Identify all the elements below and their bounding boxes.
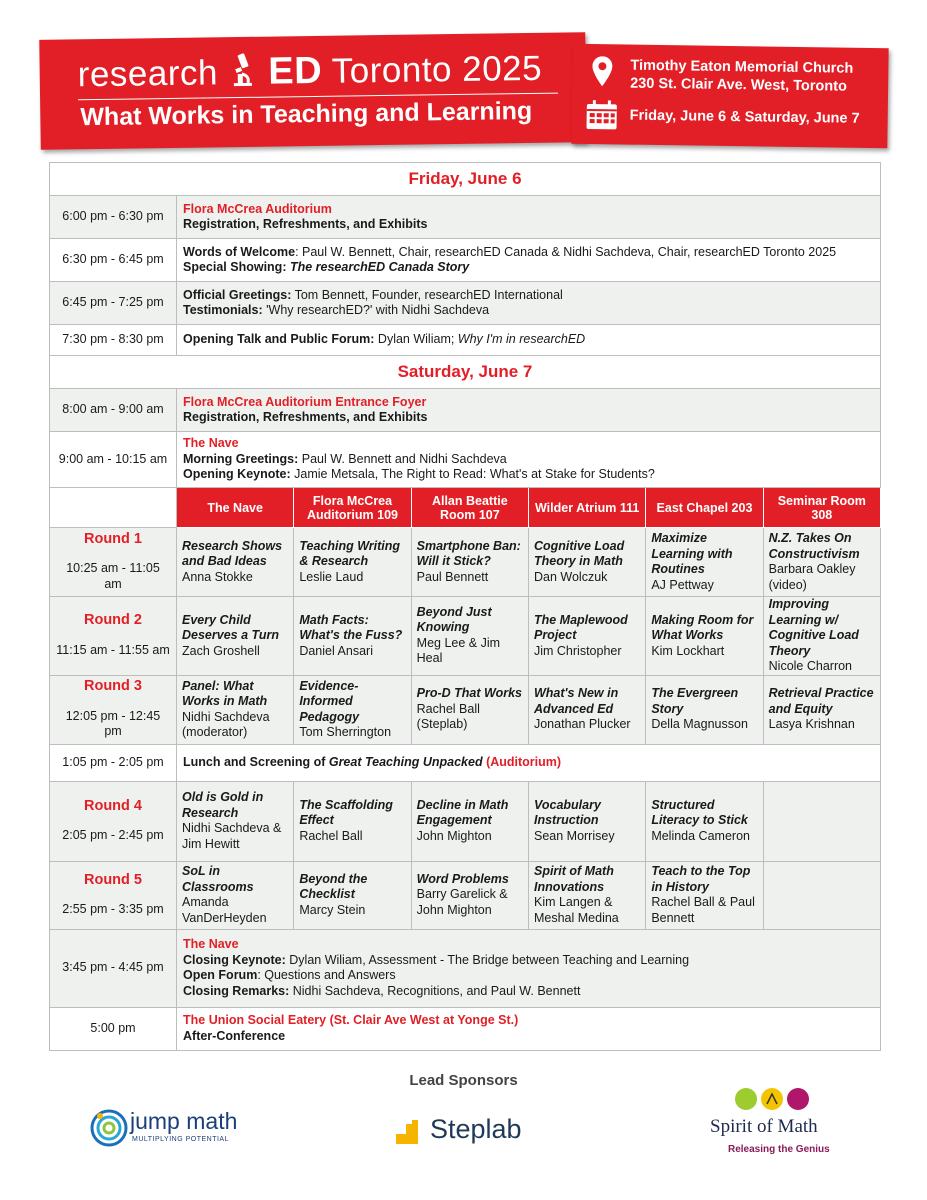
round-row <box>50 675 881 744</box>
room-name: Flora McCrea Auditorium <box>183 201 332 216</box>
session-title: Panel: What Works in Math <box>182 678 268 708</box>
session-title: Math Facts: What's the Fuss? <box>299 612 403 642</box>
room-header: Flora McCrea Auditorium 109 <box>294 488 411 528</box>
table-row <box>50 239 881 282</box>
location-pin-icon <box>592 56 612 86</box>
session-speaker: Barry Garelick & John Mighton <box>416 887 508 917</box>
session-title: SoL in Classrooms <box>182 864 254 894</box>
round-cell <box>50 675 177 744</box>
event-cell <box>177 432 881 488</box>
session-title: Research Shows and Bad Ideas <box>182 538 283 569</box>
title-banner <box>39 32 586 150</box>
session-speaker: Amanda VanDerHeyden <box>182 895 267 925</box>
sponsors-heading: Lead Sponsors <box>409 1072 518 1089</box>
event-label: Opening Talk and Public Forum: <box>183 332 375 347</box>
event-label: Official Greetings: <box>183 287 292 302</box>
jump-math-tagline: MULTIPLYING POTENTIAL <box>132 1136 229 1143</box>
session-speaker: Marcy Stein <box>299 902 366 917</box>
microscope-icon <box>230 52 257 88</box>
room-header: Seminar Room 308 <box>763 488 880 528</box>
time-slot: 8:00 am - 9:00 am <box>50 389 177 432</box>
event-detail: Jamie Metsala, The Right to Read: What's at Stake for Students? <box>290 467 655 482</box>
session-title: Improving Learning w/ Cognitive Load Theory <box>768 597 859 658</box>
session-cell <box>294 781 411 861</box>
session-title: Word Problems <box>416 871 509 886</box>
session-cell <box>528 597 645 676</box>
steplab-steps-icon <box>396 1120 418 1144</box>
round-time: 2:05 pm - 2:45 pm <box>62 828 164 842</box>
room-header: Wilder Atrium 111 <box>528 488 645 528</box>
venue-name: Timothy Eaton Memorial Church <box>630 57 854 77</box>
session-title: Retrieval Practice and Equity <box>768 686 874 716</box>
event-label: Open Forum <box>183 968 258 982</box>
session-speaker: Rachel Ball & Paul Bennett <box>651 895 755 925</box>
event-detail: Dylan Wiliam, Assessment - The Bridge between Teaching and Learning <box>285 952 690 967</box>
session-speaker: John Mighton <box>416 828 492 843</box>
room-name: Flora McCrea Auditorium Entrance Foyer <box>183 394 427 409</box>
table-row <box>50 196 881 239</box>
session-speaker: Zach Groshell <box>182 643 260 658</box>
conference-theme: What Works in Teaching and Learning <box>80 96 533 132</box>
event-label: Opening Keynote: <box>183 467 291 482</box>
session-cell <box>646 528 763 597</box>
session-cell <box>177 675 294 744</box>
round-name: Round 4 <box>84 797 142 814</box>
session-title: The Scaffolding Effect <box>299 797 393 828</box>
table-row <box>50 325 881 356</box>
event-label: Closing Remarks: <box>183 983 290 998</box>
event-detail: : Questions and Answers <box>257 968 396 982</box>
event-detail: Paul W. Bennett and Nidhi Sachdeva <box>298 451 507 466</box>
round-time: 10:25 am - 11:05 am <box>66 561 160 591</box>
day-title: Saturday, June 7 <box>50 356 881 389</box>
session-speaker: Nidhi Sachdeva & Jim Hewitt <box>182 821 282 851</box>
event-detail: Great Teaching Unpacked <box>328 754 483 769</box>
venue-banner <box>571 44 888 148</box>
event-location: (Auditorium) <box>482 754 562 769</box>
session-title: Old is Gold in Research <box>182 790 264 820</box>
round-time: 2:55 pm - 3:35 pm <box>62 902 164 916</box>
table-row <box>50 389 881 432</box>
jump-math-name: jump math <box>130 1108 238 1134</box>
table-row <box>50 432 881 488</box>
day-header-friday <box>50 163 881 196</box>
time-slot: 3:45 pm - 4:45 pm <box>50 929 177 1007</box>
spirit-of-math-name: Spirit of Math <box>710 1116 818 1137</box>
round-row <box>50 861 881 929</box>
session-speaker: Meg Lee & Jim Heal <box>416 635 501 666</box>
event-label: Words of Welcome <box>183 244 296 259</box>
day-header-saturday <box>50 356 881 389</box>
event-cell <box>177 282 881 325</box>
session-cell <box>646 781 763 861</box>
round-cell <box>50 528 177 597</box>
round-name: Round 1 <box>84 530 142 547</box>
event-detail: Nidhi Sachdeva, Recognitions, and Paul W. Bennett <box>289 983 581 998</box>
session-cell <box>763 528 880 597</box>
event-cell <box>177 325 881 356</box>
session-title: Structured Literacy to Stick <box>651 797 748 828</box>
spirit-of-math-tagline: Releasing the Genius <box>728 1144 830 1155</box>
event-detail: Why I'm in researchED <box>457 332 586 347</box>
room-header: Allan Beattie Room 107 <box>411 488 528 528</box>
session-cell <box>411 861 528 929</box>
jump-math-logo <box>90 1106 250 1152</box>
session-speaker: Leslie Laud <box>299 569 364 584</box>
session-cell <box>646 861 763 929</box>
event-label: Special Showing: <box>183 260 287 274</box>
event-cell <box>177 196 881 239</box>
round-row <box>50 781 881 861</box>
session-speaker: Melinda Cameron <box>651 828 750 843</box>
session-title: The Evergreen Story <box>651 686 739 716</box>
round-cell <box>50 861 177 929</box>
session-title: What's New in Advanced Ed <box>533 686 619 716</box>
session-title: Decline in Math Engagement <box>416 797 509 828</box>
round-cell <box>50 781 177 861</box>
event-label: Testimonials: <box>183 303 263 317</box>
empty-header-cell <box>50 488 177 528</box>
session-cell <box>411 528 528 597</box>
time-slot: 1:05 pm - 2:05 pm <box>50 744 177 781</box>
session-speaker: Della Magnusson <box>651 717 748 732</box>
session-speaker: Kim Lockhart <box>651 643 725 658</box>
session-cell <box>528 528 645 597</box>
session-cell <box>411 597 528 676</box>
session-cell <box>177 528 294 597</box>
day-title: Friday, June 6 <box>50 163 881 196</box>
session-cell <box>528 675 645 744</box>
session-cell <box>411 781 528 861</box>
session-speaker: Jim Christopher <box>533 643 622 658</box>
session-speaker: Sean Morrisey <box>533 828 615 843</box>
schedule-table <box>49 162 881 1051</box>
session-title: N.Z. Takes On Constructivism <box>768 531 860 561</box>
session-title: Making Room for What Works <box>651 612 754 642</box>
session-speaker: Jonathan Plucker <box>533 717 631 732</box>
table-row <box>50 929 881 1007</box>
brand-city-year: Toronto 2025 <box>331 48 543 91</box>
table-row <box>50 282 881 325</box>
session-cell <box>411 675 528 744</box>
event-title: Registration, Refreshments, and Exhibits <box>183 410 428 424</box>
session-cell <box>763 597 880 676</box>
event-title: Registration, Refreshments, and Exhibits <box>183 217 428 231</box>
round-name: Round 5 <box>84 871 142 888</box>
session-speaker: Rachel Ball (Steplab) <box>416 701 480 732</box>
round-name: Round 3 <box>84 678 142 695</box>
room-header: East Chapel 203 <box>646 488 763 528</box>
room-name: The Union Social Eatery (St. Clair Ave West at Yonge St.) <box>183 1013 519 1027</box>
session-cell-empty <box>763 861 880 929</box>
event-label: Closing Keynote: <box>183 952 286 967</box>
session-speaker: Lasya Krishnan <box>768 717 855 732</box>
spirit-of-math-dots-icon <box>734 1086 824 1112</box>
session-title: Beyond Just Knowing <box>416 604 492 635</box>
event-detail: : Paul W. Bennett, Chair, researchED Canada & Nidhi Sachdeva, Chair, researchED Toronto 2025 <box>295 244 837 259</box>
spirit-of-math-logo <box>710 1086 850 1166</box>
session-title: Every Child Deserves a Turn <box>182 612 280 642</box>
session-cell <box>528 781 645 861</box>
round-name: Round 2 <box>84 612 142 629</box>
session-speaker: Daniel Ansari <box>299 643 373 658</box>
session-title: Teaching Writing & Research <box>299 538 401 569</box>
event-title: After-Conference <box>183 1028 286 1043</box>
session-speaker: Tom Sherrington <box>299 725 392 739</box>
steplab-name: Steplab <box>430 1114 522 1144</box>
table-row <box>50 744 881 781</box>
session-cell-empty <box>763 781 880 861</box>
round-time: 11:15 am - 11:55 am <box>56 642 170 657</box>
time-slot: 9:00 am - 10:15 am <box>50 432 177 488</box>
session-title: Smartphone Ban: Will it Stick? <box>416 538 521 569</box>
round-time: 12:05 pm - 12:45 pm <box>65 708 161 739</box>
brand-research: research <box>77 53 219 95</box>
session-title: Evidence-Informed Pedagogy <box>299 678 360 724</box>
event-cell <box>177 389 881 432</box>
time-slot: 6:30 pm - 6:45 pm <box>50 239 177 282</box>
session-title: Cognitive Load Theory in Math <box>533 538 625 569</box>
session-speaker: Anna Stokke <box>182 569 253 584</box>
room-header: The Nave <box>177 488 294 528</box>
brand-ed: ED <box>268 49 323 93</box>
session-cell <box>294 597 411 676</box>
session-title: Teach to the Top in History <box>651 864 751 894</box>
event-cell <box>177 929 881 1007</box>
session-speaker: Rachel Ball <box>299 828 363 843</box>
session-speaker: Kim Langen & Meshal Medina <box>533 895 619 925</box>
session-title: Vocabulary Instruction <box>533 797 601 828</box>
time-slot: 6:00 pm - 6:30 pm <box>50 196 177 239</box>
table-row <box>50 1007 881 1050</box>
session-title: Beyond the Checklist <box>299 871 368 902</box>
event-detail: Dylan Wiliam; <box>374 332 458 347</box>
venue-info <box>630 57 853 96</box>
session-speaker: Barbara Oakley (video) <box>768 562 856 592</box>
session-cell <box>646 675 763 744</box>
session-speaker: Nicole Charron <box>768 659 853 673</box>
session-cell <box>177 597 294 676</box>
event-cell <box>177 1007 881 1050</box>
session-cell <box>294 528 411 597</box>
session-cell <box>763 675 880 744</box>
event-cell <box>177 744 881 781</box>
calendar-icon <box>586 100 618 130</box>
time-slot: 7:30 pm - 8:30 pm <box>50 325 177 356</box>
event-detail: 'Why researchED?' with Nidhi Sachdeva <box>262 303 490 317</box>
session-cell <box>528 861 645 929</box>
event-detail: The researchED Canada Story <box>286 260 470 274</box>
jump-math-swirl-icon <box>90 1106 128 1150</box>
round-row <box>50 597 881 676</box>
session-title: Maximize Learning with Routines <box>651 531 733 576</box>
session-cell <box>177 781 294 861</box>
time-slot: 6:45 pm - 7:25 pm <box>50 282 177 325</box>
session-cell <box>646 597 763 676</box>
session-title: The Maplewood Project <box>533 612 628 642</box>
round-row <box>50 528 881 597</box>
conference-dates: Friday, June 6 & Saturday, June 7 <box>629 107 860 127</box>
session-cell <box>177 861 294 929</box>
brand-logo <box>77 47 542 96</box>
session-speaker: AJ Pettway <box>651 577 714 592</box>
room-name: The Nave <box>183 937 239 951</box>
session-title: Spirit of Math Innovations <box>533 864 614 894</box>
session-speaker: Nidhi Sachdeva (moderator) <box>182 709 270 739</box>
event-label: Lunch and Screening of <box>183 754 329 769</box>
round-cell <box>50 597 177 676</box>
session-speaker: Dan Wolczuk <box>533 569 608 584</box>
session-cell <box>294 675 411 744</box>
time-slot: 5:00 pm <box>50 1007 177 1050</box>
event-label: Morning Greetings: <box>183 451 299 466</box>
session-cell <box>294 861 411 929</box>
session-title: Pro-D That Works <box>416 686 522 701</box>
room-name: The Nave <box>183 436 239 451</box>
event-detail: Tom Bennett, Founder, researchED International <box>291 287 563 302</box>
event-cell <box>177 239 881 282</box>
venue-address: 230 St. Clair Ave. West, Toronto <box>630 75 848 95</box>
room-header-row <box>50 488 881 528</box>
session-speaker: Paul Bennett <box>416 569 489 584</box>
